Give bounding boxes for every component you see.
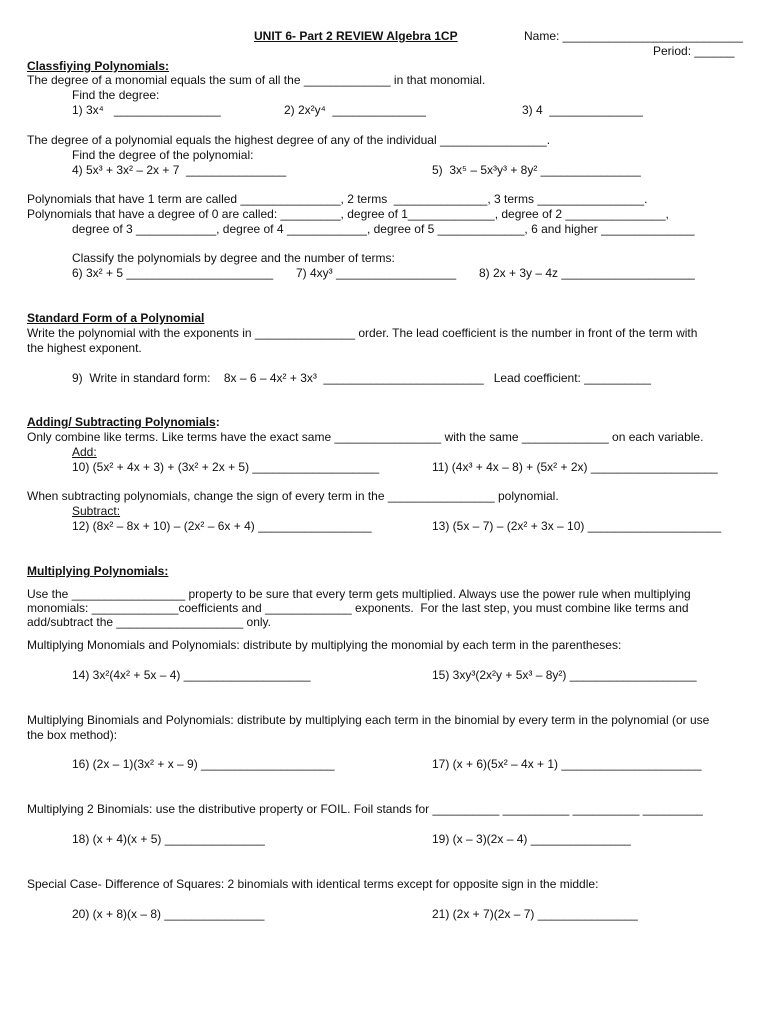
polynomial-degree-text: The degree of a polynomial equals the highest degree of any of the individual ________________.	[27, 133, 551, 147]
question-15: 15) 3xy³(2x²y + 5x³ – 8y²) ___________________	[432, 668, 697, 682]
question-2: 2) 2x²y⁴ ______________	[284, 103, 426, 117]
section-heading-standard-form: Standard Form of a Polynomial	[27, 311, 205, 325]
question-16: 16) (2x – 1)(3x² + x – 9) ____________________	[72, 757, 335, 771]
question-17: 17) (x + 6)(5x² – 4x + 1) _____________________	[432, 757, 702, 771]
question-4: 4) 5x³ + 3x² – 2x + 7 _______________	[72, 163, 287, 177]
question-20: 20) (x + 8)(x – 8) _______________	[72, 907, 265, 921]
foil-instructions: Multiplying 2 Binomials: use the distributive property or FOIL. Foil stands for __________ __________ __________ _________	[27, 802, 703, 816]
question-6: 6) 3x² + 5 ______________________	[72, 266, 274, 280]
period-field: Period: ______	[653, 44, 735, 58]
multiplying-text-2: monomials: _____________coefficients and _____________ exponents. For the last step, you must combine like terms and	[27, 601, 689, 615]
question-12: 12) (8x² – 8x + 10) – (2x² – 6x + 4) _________________	[72, 519, 372, 533]
question-10: 10) (5x² + 4x + 3) + (3x² + 2x + 5) ___________________	[72, 460, 380, 474]
question-14: 14) 3x²(4x² + 5x – 4) ___________________	[72, 668, 311, 682]
question-9: 9) Write in standard form: 8x – 6 – 4x² + 3x³ ________________________ Lead coefficient: __________	[72, 371, 651, 385]
add-label: Add:	[72, 445, 97, 459]
section-heading-adding	[27, 415, 220, 429]
adding-heading-text: Adding/ Subtracting Polynomials	[27, 415, 216, 429]
name-field: Name: ___________________________	[524, 29, 743, 43]
degree-naming-text-2: degree of 3 ____________, degree of 4 ____________, degree of 5 _____________, 6 and higher ______________	[72, 222, 695, 236]
section-heading-classifying: Classfiying Polynomials:	[27, 59, 170, 73]
multiplying-text-3: add/subtract the ___________________ only.	[27, 615, 271, 629]
standard-form-text-2: the highest exponent.	[27, 341, 142, 355]
binomial-instructions: Multiplying Binomials and Polynomials: distribute by multiplying each term in the binomial by every term in the polynomial (or use	[27, 713, 710, 727]
question-21: 21) (2x + 7)(2x – 7) _______________	[432, 907, 638, 921]
question-18: 18) (x + 4)(x + 5) _______________	[72, 832, 265, 846]
question-1: 1) 3x⁴ ________________	[72, 103, 221, 117]
question-19: 19) (x – 3)(2x – 4) _______________	[432, 832, 631, 846]
terms-naming-text: Polynomials that have 1 term are called _______________, 2 terms ______________, 3 terms ________________.	[27, 192, 648, 206]
question-7: 7) 4xy³ __________________	[296, 266, 457, 280]
question-5: 5) 3x⁵ – 5x³y³ + 8y² _______________	[432, 163, 641, 177]
find-degree-label: Find the degree:	[72, 88, 160, 102]
monomial-instructions: Multiplying Monomials and Polynomials: distribute by multiplying the monomial by each term in the parentheses:	[27, 638, 622, 652]
subtracting-text: When subtracting polynomials, change the sign of every term in the ________________ polynomial.	[27, 489, 559, 503]
question-3: 3) 4 ______________	[522, 103, 643, 117]
find-degree-poly-label: Find the degree of the polynomial:	[72, 148, 254, 162]
special-case-instructions: Special Case- Difference of Squares: 2 binomials with identical terms except for opposite sign in the middle:	[27, 877, 599, 891]
monomial-degree-text: The degree of a monomial equals the sum of all the _____________ in that monomial.	[27, 73, 486, 87]
like-terms-text: Only combine like terms. Like terms have the exact same ________________ with the same _____________ on each variable.	[27, 430, 704, 444]
standard-form-text: Write the polynomial with the exponents in _______________ order. The lead coefficient is the number in front of the term with	[27, 326, 698, 340]
question-11: 11) (4x³ + 4x – 8) + (5x² + 2x) ___________________	[432, 460, 718, 474]
adding-heading-colon: :	[215, 415, 220, 429]
degree-naming-text: Polynomials that have a degree of 0 are called: _________, degree of 1_____________, degree of 2 _______________,	[27, 207, 669, 221]
question-13: 13) (5x – 7) – (2x² + 3x – 10) ____________________	[432, 519, 722, 533]
binomial-instructions-2: the box method):	[27, 728, 118, 742]
page-title: UNIT 6- Part 2 REVIEW Algebra 1CP	[254, 29, 458, 43]
subtract-label: Subtract:	[72, 504, 121, 518]
section-heading-multiplying: Multiplying Polynomials:	[27, 564, 169, 578]
multiplying-text: Use the _________________ property to be sure that every term gets multiplied. Always use the power rule when multiplying	[27, 587, 691, 601]
question-8: 8) 2x + 3y – 4z ____________________	[479, 266, 695, 280]
classify-instructions: Classify the polynomials by degree and the number of terms:	[72, 251, 395, 265]
